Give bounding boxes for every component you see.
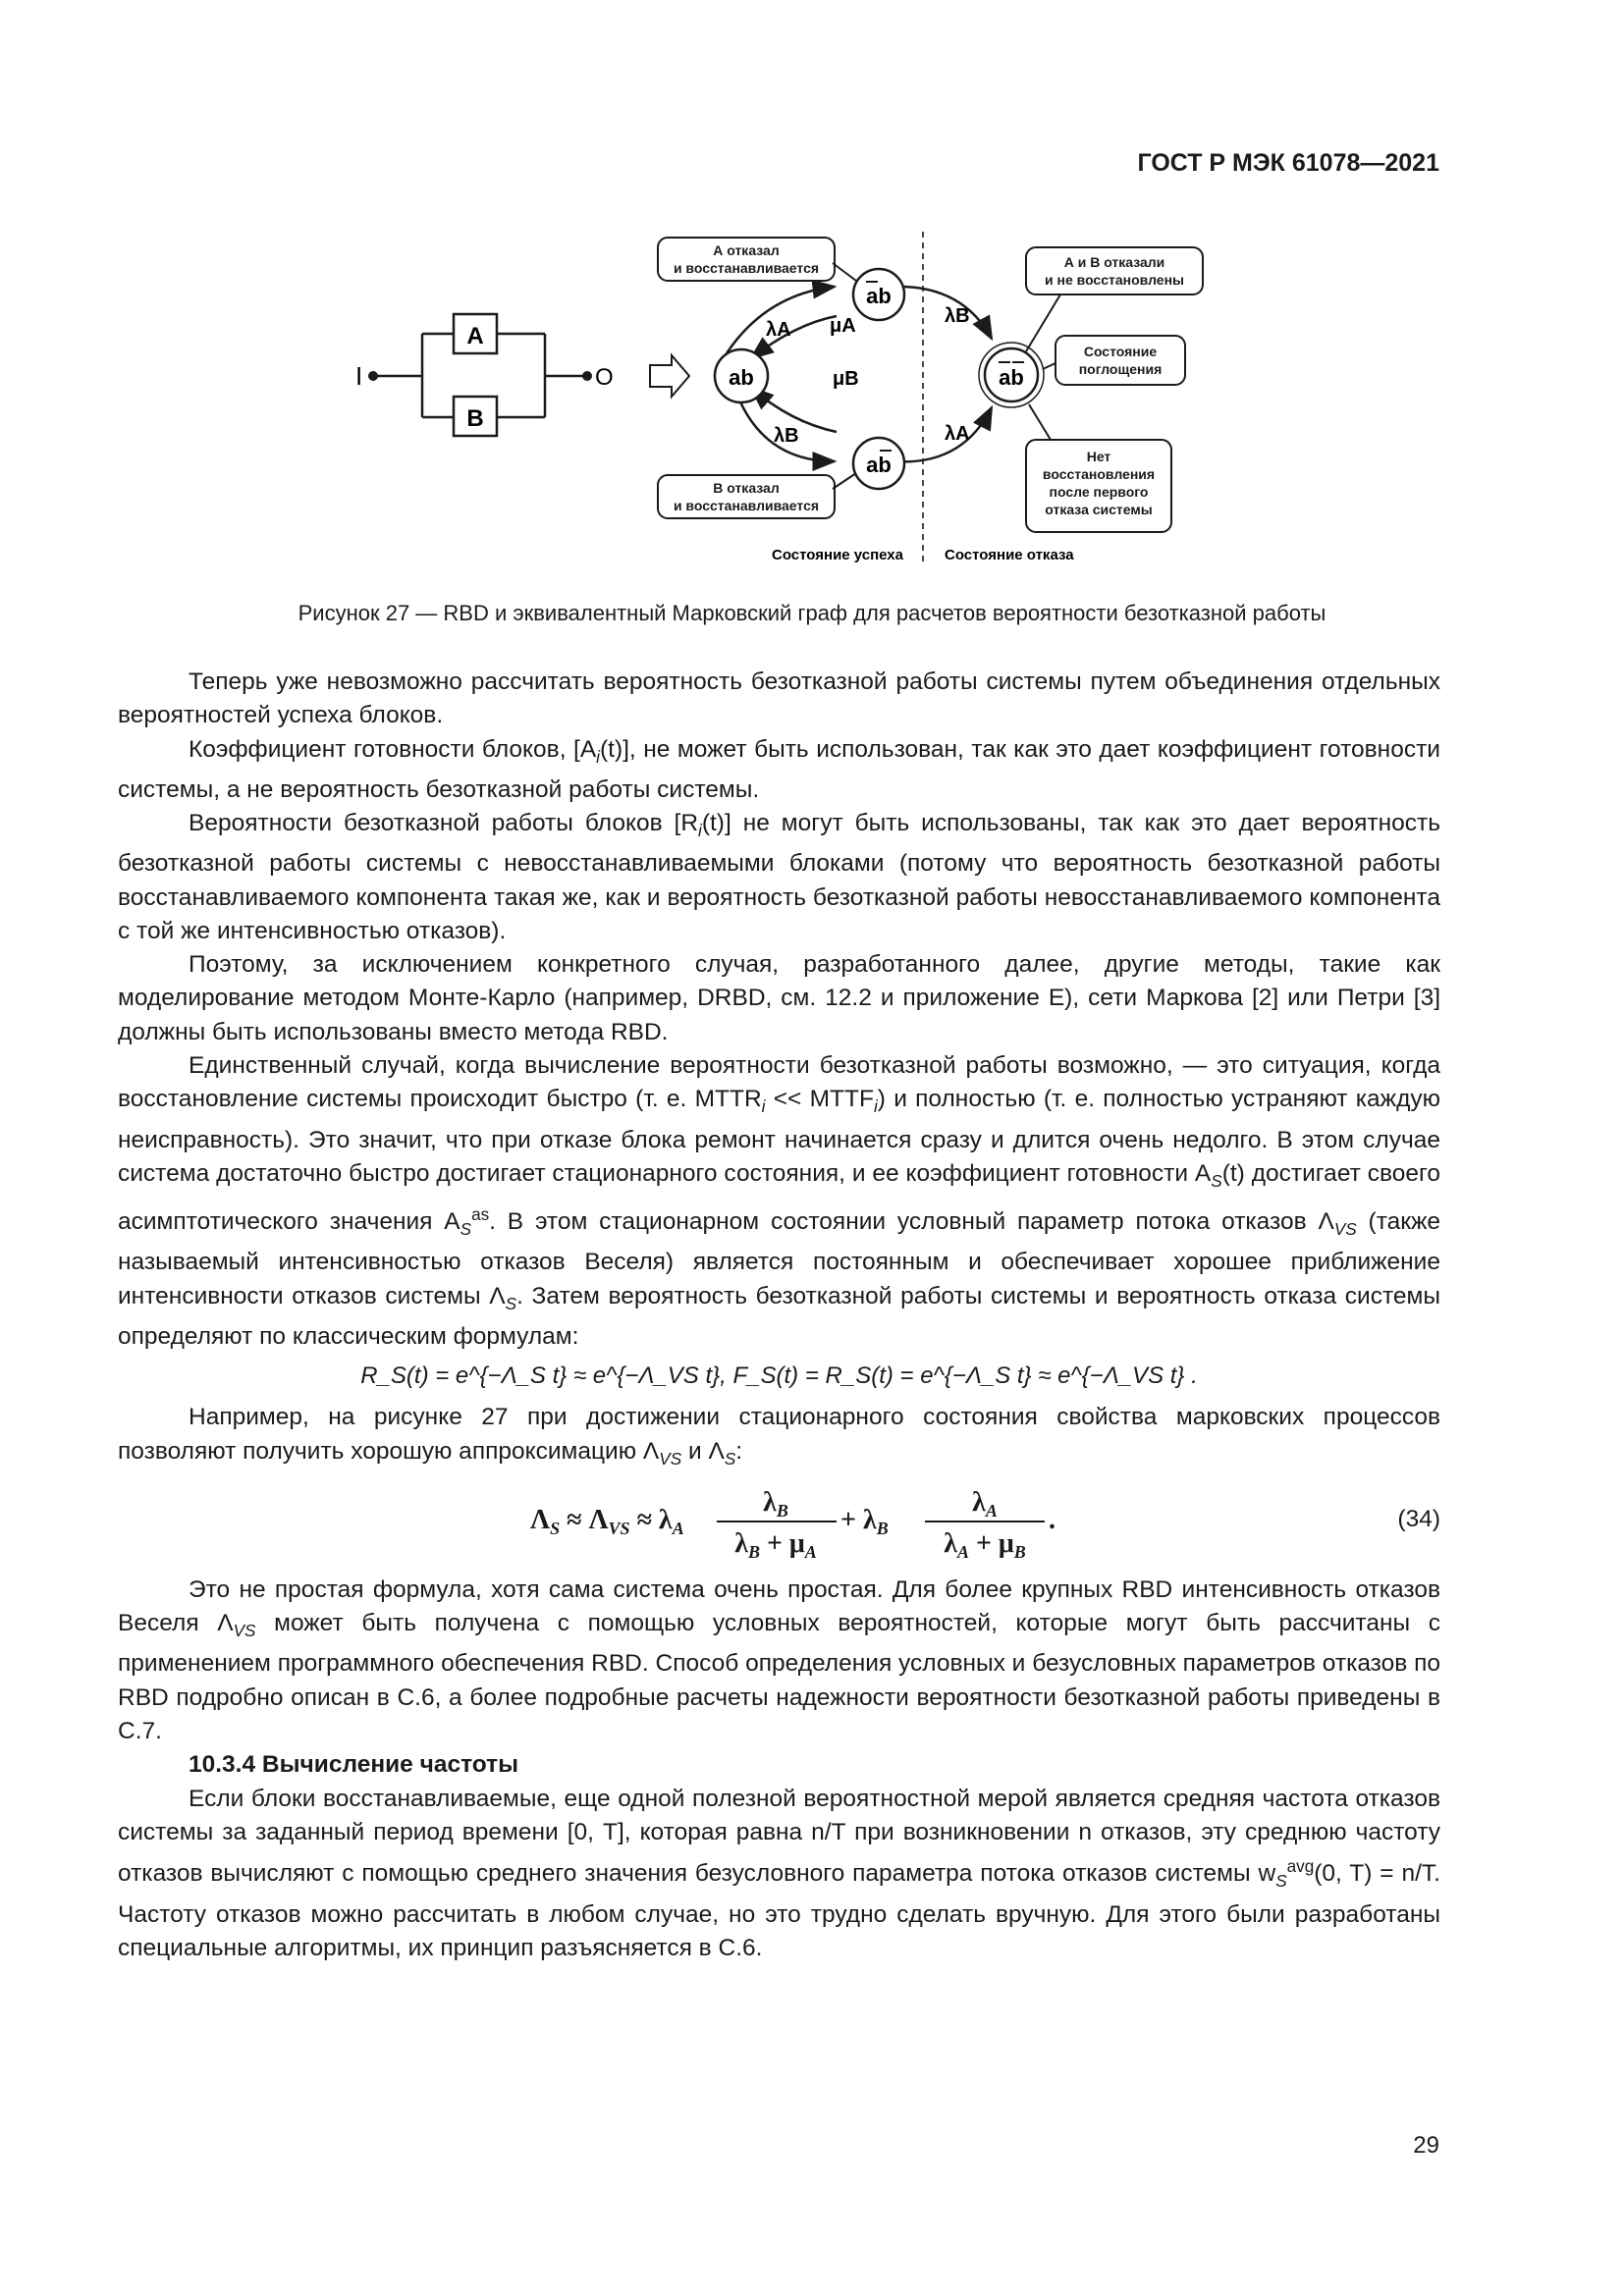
figure-caption: Рисунок 27 — RBD и эквивалентный Марковский граф для расчетов вероятности безотказной работы [298,601,1326,625]
callout-b-failed-line2: и восстанавливается [673,498,820,513]
callout-ab-failed-line2: и не восстановлены [1045,272,1184,288]
svg-text:λB + μA: $\lambda_B + \mu_A$ [734,1527,817,1562]
paragraph-7: Это не простая формула, хотя сама система очень простая. Для более крупных RBD интенсивность отказов Веселя $\Lambda_{VS}$ может быть получена с помощью условных вероятностей, которые могут быть рассчитаны с применением программного обеспечения RBD. Способ определения условных и безусловных параметров отказов по RBD подробно описан в С.6, а более подробные расчеты надежности вероятности безотказной работы приведены в С.7. [118,1575,1440,1744]
callout-no-repair-line4: отказа системы [1045,502,1153,517]
equivalence-arrow-icon [650,355,689,397]
paragraph-2: Коэффициент готовности блоков, $[A_i(t)]$, не может быть использован, так как это дает коэффициент готовности системы, а не вероятность безотказной работы системы. [118,735,1440,803]
state-ab-label: ab [729,365,754,390]
paragraph-6: Например, на рисунке 27 при достижении стационарного состояния свойства марковских процессов позволяют получить хорошую аппроксимацию $\Lambda_{VS}$ и $\Lambda_S$: [118,1404,1440,1468]
callout-absorbing-pointer [1043,363,1056,369]
svg-text:λB: $\lambda_B$ [763,1486,788,1521]
rate-lambda-a-left: λA [766,319,791,341]
callout-b-failed-line1: В отказал [713,480,780,496]
equation-number: (34) [1397,1505,1440,1532]
callout-a-failed-line2: и восстанавливается [673,260,820,276]
callout-no-repair-line3: после первого [1049,484,1149,500]
block-a-label: A [466,323,484,349]
callout-ab-failed-line1: А и В отказали [1063,254,1165,270]
block-b-label: B [466,405,484,432]
rate-mu-b: μB [833,368,859,390]
rbd-output-label: O [595,364,614,391]
document-id: ГОСТ Р МЭК 61078—2021 [1137,149,1439,177]
callout-absorbing-line1: Состояние [1083,344,1158,359]
callout-no-repair-line2: восстановления [1042,466,1156,482]
svg-text:.: . [1049,1504,1056,1535]
region-success-label: Состояние успеха [772,547,903,563]
svg-text:λA + μB: $\lambda_A + \mu_B$ [944,1527,1026,1562]
section-heading: 10.3.4 Вычисление частоты [189,1751,519,1779]
state-a-failed-label: ab [866,284,892,308]
svg-text:λA: $\lambda_A$ [972,1486,998,1521]
callout-no-repair-pointer [1029,404,1051,440]
callout-a-failed-line1: А отказал [713,242,780,258]
paragraph-8: Если блоки восстанавливаемые, еще одной полезной вероятностной мерой является средняя частота отказов системы за заданный период времени [0, T], которая равна n/T при возникновении n отказов, эту среднюю частоту отказов вычисляют с помощью среднего значения безусловного параметра потока отказов системы $w_S^{avg}(0$, T) = n/T. Частоту отказов можно рассчитать в любом случае, но это трудно сделать вручную. Для этого были разработаны специальные алгоритмы, их принцип разъясняется в С.6. [118,1785,1440,1961]
page-number: 29 [1413,2132,1439,2159]
region-failure-label: Состояние отказа [945,547,1074,563]
rbd-input-label: I [355,361,363,391]
formula-reliability: R_S(t) = e^{−Λ_S t} ≈ e^{−Λ_VS t}, F_S(t) = R_S(t) = e^{−Λ_S t} ≈ e^{−Λ_VS t} . [360,1362,1198,1390]
svg-text:+ λB: + $\lambda_B$ [840,1504,889,1538]
state-b-failed-label: ab [866,453,892,477]
callout-a-pointer [833,263,856,281]
rate-mu-a: μA [830,315,856,337]
rbd-input-node [368,371,378,381]
rate-lambda-b-right: λB [945,305,970,327]
equation-34 [118,1475,1440,1574]
svg-text:ΛS ≈ ΛVS ≈ λA: $\Lambda_S \approx \Lambda_{VS} \approx \lambda_A$ [530,1504,684,1538]
rate-lambda-b-left: λB [774,425,799,447]
paragraph-1: Теперь уже невозможно рассчитать вероятность безотказной работы системы путем объединения отдельных вероятностей успеха блоков. [118,668,1440,729]
callout-absorbing-line2: поглощения [1078,361,1163,377]
rbd-output-node [582,371,592,381]
state-ab-failed-label: ab [999,365,1024,390]
paragraph-5: Единственный случай, когда вычисление вероятности безотказной работы возможно, — это ситуация, когда восстановление системы происходит быстро (т. е. $MTTR_i$ << $MTTF_i$) и полностью (т. е. полностью устраняют каждую неисправность). Это значит, что при отказе блока ремонт начинается сразу и длится очень недолго. В этом случае система достаточно быстро достигает стационарного состояния, и ее коэффициент готовности $A_S(t)$ достигает своего асимптотического значения $A_S^{as}$. В этом стационарном состоянии условный параметр потока отказов $\Lambda_{VS}$ (также называемый интенсивностью отказов Веселя) является постоянным и обеспечивает хорошее приближение интенсивности отказов системы $\Lambda_S$. Затем вероятность безотказной работы системы и вероятность отказа системы определяют по классическим формулам: [118,1052,1440,1350]
paragraph-4: Поэтому, за исключением конкретного случая, разработанного далее, другие методы, такие как моделирование методом Монте-Карло (например, DRBD, см. 12.2 и приложение E), сети Маркова [2] или Петри [3] должны быть использованы вместо метода RBD. [118,951,1440,1045]
callout-no-repair-line1: Нет [1086,449,1111,464]
callout-b-pointer [833,473,856,489]
paragraph-3: Вероятности безотказной работы блоков $[R_i(t)]$ не могут быть использованы, так как это дает вероятность безотказной работы системы с невосстанавливаемыми блоками (потому что вероятность безотказной работы восстанавливаемого компонента такая же, как и вероятность безотказной работы невосстанавливаемого компонента с той же интенсивностью отказов). [118,810,1440,944]
rate-lambda-a-right: λA [945,423,970,445]
rbd-markov-figure [334,226,1237,579]
body-text [118,666,1440,1965]
